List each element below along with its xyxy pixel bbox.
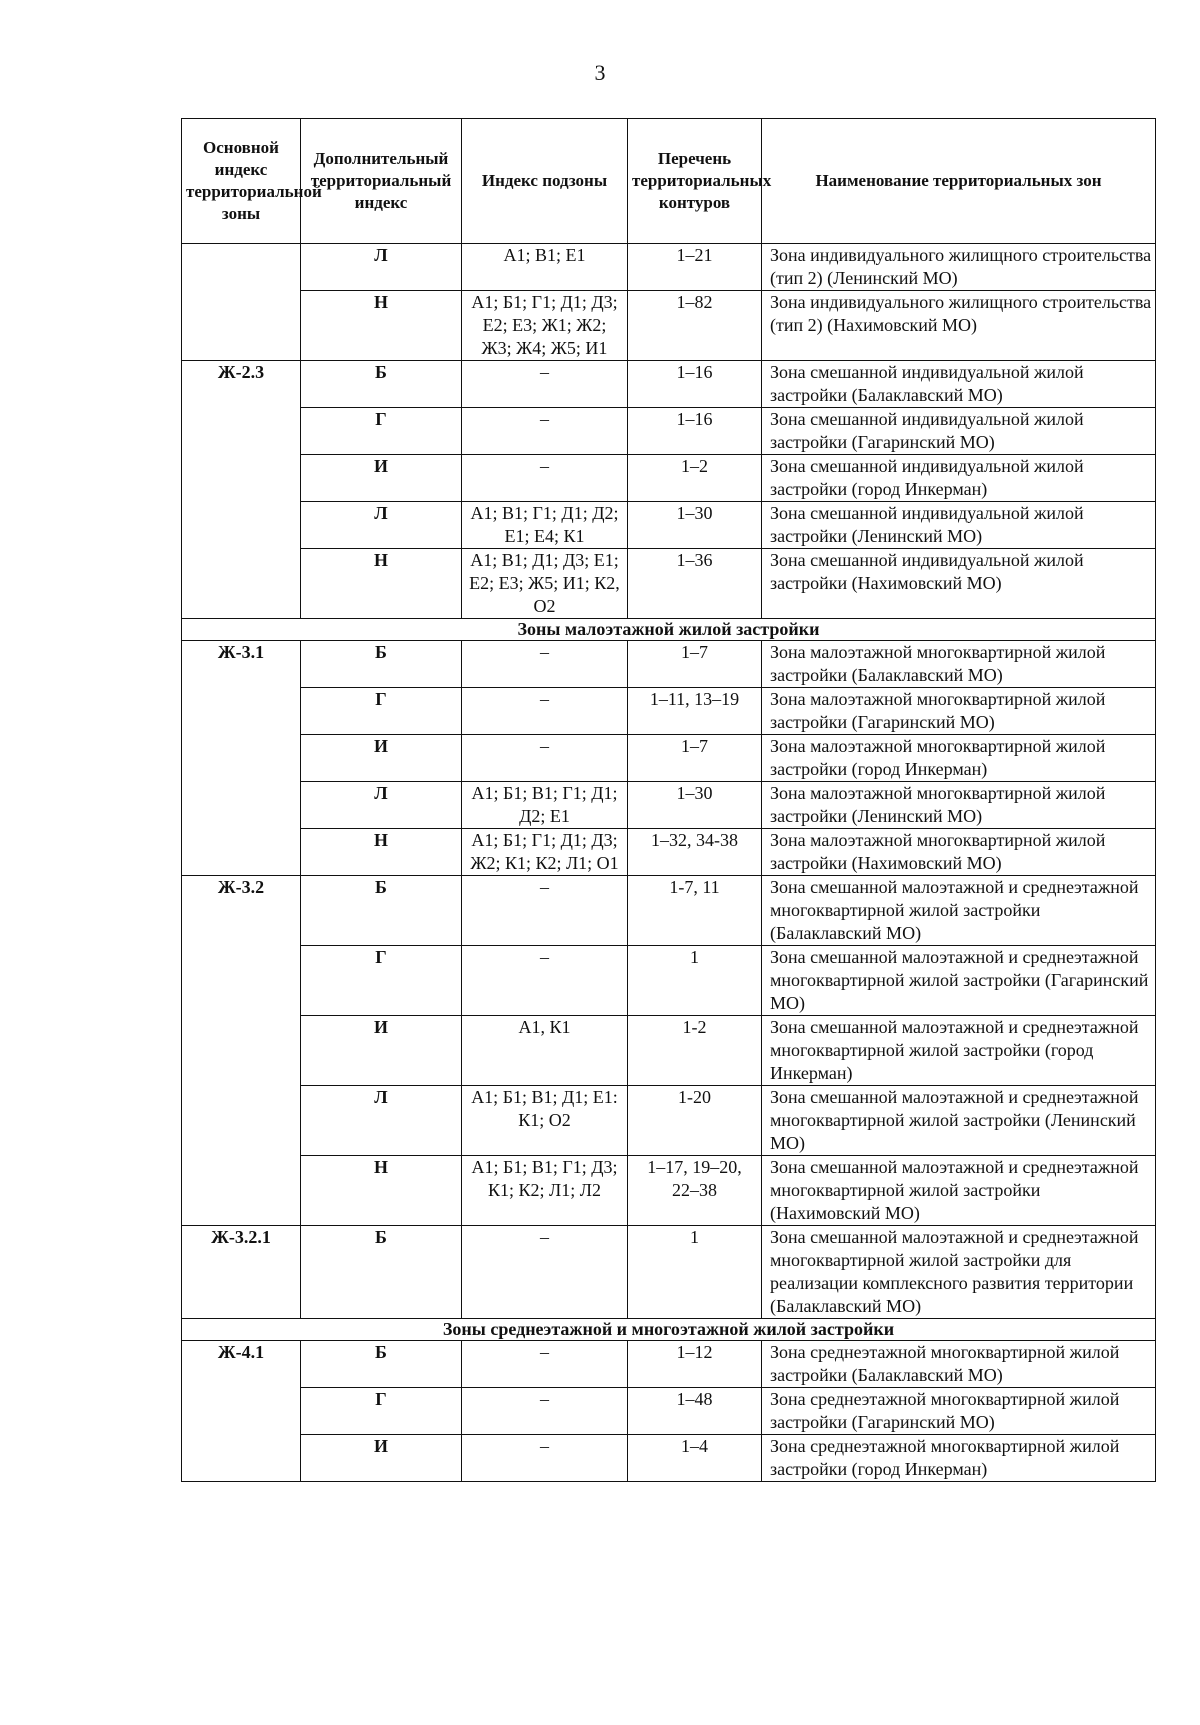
subzone-index-cell: – [462, 455, 628, 502]
main-index-cell: Ж-3.2.1 [182, 1226, 301, 1319]
subzone-index-cell: – [462, 946, 628, 1016]
additional-index-cell: И [301, 1435, 462, 1482]
zone-name-cell: Зона среднеэтажной многоквартирной жилой застройки (город Инкерман) [762, 1435, 1156, 1482]
subzone-index-cell: – [462, 1435, 628, 1482]
contour-list-cell: 1-20 [628, 1086, 762, 1156]
subzone-index-cell: – [462, 1341, 628, 1388]
contour-list-cell: 1–17, 19–20, 22–38 [628, 1156, 762, 1226]
section-header-row [182, 1319, 1156, 1341]
subzone-index-cell: – [462, 408, 628, 455]
zone-name-cell: Зона малоэтажной многоквартирной жилой застройки (Ленинский МО) [762, 782, 1156, 829]
additional-index-cell: Л [301, 1086, 462, 1156]
subzone-index-cell: А1; Б1; В1; Г1; Д3; К1; К2; Л1; Л2 [462, 1156, 628, 1226]
zone-name-cell: Зона смешанной малоэтажной и среднеэтажной многоквартирной жилой застройки (город Инкерман) [762, 1016, 1156, 1086]
subzone-index-cell: – [462, 1226, 628, 1319]
additional-index-cell: Б [301, 361, 462, 408]
zone-name-cell: Зона смешанной индивидуальной жилой застройки (город Инкерман) [762, 455, 1156, 502]
subzone-index-cell: А1; В1; Д1; Д3; Е1; Е2; Е3; Ж5; И1; К2, О2 [462, 549, 628, 619]
header-subzone-index: Индекс подзоны [462, 119, 628, 244]
zone-name-cell: Зона малоэтажной многоквартирной жилой застройки (город Инкерман) [762, 735, 1156, 782]
subzone-index-cell: – [462, 361, 628, 408]
additional-index-cell: Л [301, 244, 462, 291]
additional-index-cell: Г [301, 408, 462, 455]
territorial-zones-table [181, 118, 1156, 1482]
table-header-row [182, 119, 1156, 244]
contour-list-cell: 1–12 [628, 1341, 762, 1388]
table-row [182, 735, 1156, 782]
contour-list-cell: 1–7 [628, 641, 762, 688]
table-row [182, 1341, 1156, 1388]
table-row [182, 1435, 1156, 1482]
subzone-index-cell: А1; В1; Г1; Д1; Д2; Е1; Е4; К1 [462, 502, 628, 549]
contour-list-cell: 1–32, 34-38 [628, 829, 762, 876]
additional-index-cell: Б [301, 641, 462, 688]
table-row [182, 946, 1156, 1016]
table-row [182, 829, 1156, 876]
subzone-index-cell: – [462, 688, 628, 735]
table-row [182, 782, 1156, 829]
subzone-index-cell: А1; В1; Е1 [462, 244, 628, 291]
table-row [182, 641, 1156, 688]
contour-list-cell: 1–4 [628, 1435, 762, 1482]
table-row [182, 361, 1156, 408]
subzone-index-cell: – [462, 735, 628, 782]
header-additional-index: Дополнительный территориальный индекс [301, 119, 462, 244]
zone-name-cell: Зона малоэтажной многоквартирной жилой застройки (Гагаринский МО) [762, 688, 1156, 735]
zone-name-cell: Зона индивидуального жилищного строительства (тип 2) (Нахимовский МО) [762, 291, 1156, 361]
section-title: Зоны малоэтажной жилой застройки [182, 619, 1156, 641]
additional-index-cell: Н [301, 549, 462, 619]
additional-index-cell: Б [301, 1341, 462, 1388]
subzone-index-cell: А1; Б1; В1; Г1; Д1; Д2; Е1 [462, 782, 628, 829]
additional-index-cell: Л [301, 502, 462, 549]
zone-name-cell: Зона смешанной малоэтажной и среднеэтажной многоквартирной жилой застройки (Нахимовский МО) [762, 1156, 1156, 1226]
additional-index-cell: И [301, 455, 462, 502]
additional-index-cell: Б [301, 1226, 462, 1319]
table-row [182, 1086, 1156, 1156]
table-row [182, 1226, 1156, 1319]
zone-name-cell: Зона смешанной малоэтажной и среднеэтажной многоквартирной жилой застройки (Балаклавский МО) [762, 876, 1156, 946]
contour-list-cell: 1-7, 11 [628, 876, 762, 946]
additional-index-cell: Г [301, 1388, 462, 1435]
zone-name-cell: Зона смешанной малоэтажной и среднеэтажной многоквартирной жилой застройки для реализации комплексного развития территории (Балаклавский МО) [762, 1226, 1156, 1319]
subzone-index-cell: А1; Б1; Г1; Д1; Д3; Ж2; К1; К2; Л1; О1 [462, 829, 628, 876]
contour-list-cell: 1–30 [628, 782, 762, 829]
table-row [182, 688, 1156, 735]
zone-name-cell: Зона среднеэтажной многоквартирной жилой застройки (Гагаринский МО) [762, 1388, 1156, 1435]
main-index-cell: Ж-3.2 [182, 876, 301, 1226]
zone-name-cell: Зона смешанной индивидуальной жилой застройки (Гагаринский МО) [762, 408, 1156, 455]
table-row [182, 244, 1156, 291]
contour-list-cell: 1–30 [628, 502, 762, 549]
zone-name-cell: Зона смешанной индивидуальной жилой застройки (Балаклавский МО) [762, 361, 1156, 408]
table-row [182, 1016, 1156, 1086]
table-row [182, 876, 1156, 946]
additional-index-cell: Г [301, 688, 462, 735]
subzone-index-cell: А1, К1 [462, 1016, 628, 1086]
additional-index-cell: И [301, 735, 462, 782]
table-row [182, 549, 1156, 619]
contour-list-cell: 1–7 [628, 735, 762, 782]
additional-index-cell: Г [301, 946, 462, 1016]
table-row [182, 408, 1156, 455]
table-row [182, 1156, 1156, 1226]
additional-index-cell: Н [301, 829, 462, 876]
zone-name-cell: Зона среднеэтажной многоквартирной жилой застройки (Балаклавский МО) [762, 1341, 1156, 1388]
zone-name-cell: Зона смешанной малоэтажной и среднеэтажной многоквартирной жилой застройки (Ленинский МО) [762, 1086, 1156, 1156]
contour-list-cell: 1–21 [628, 244, 762, 291]
zone-name-cell: Зона смешанной индивидуальной жилой застройки (Нахимовский МО) [762, 549, 1156, 619]
zone-name-cell: Зона малоэтажной многоквартирной жилой застройки (Нахимовский МО) [762, 829, 1156, 876]
additional-index-cell: Н [301, 291, 462, 361]
contour-list-cell: 1–82 [628, 291, 762, 361]
additional-index-cell: И [301, 1016, 462, 1086]
page-number: 3 [594, 60, 606, 85]
subzone-index-cell: – [462, 876, 628, 946]
table-row [182, 291, 1156, 361]
contour-list-cell: 1–48 [628, 1388, 762, 1435]
main-index-cell: Ж-2.3 [182, 361, 301, 619]
header-contour-list: Перечень территориальных контуров [628, 119, 762, 244]
contour-list-cell: 1 [628, 1226, 762, 1319]
header-zone-name: Наименование территориальных зон [762, 119, 1156, 244]
contour-list-cell: 1-2 [628, 1016, 762, 1086]
zone-name-cell: Зона смешанной малоэтажной и среднеэтажной многоквартирной жилой застройки (Гагаринский МО) [762, 946, 1156, 1016]
subzone-index-cell: – [462, 641, 628, 688]
contour-list-cell: 1–2 [628, 455, 762, 502]
main-index-cell: Ж-4.1 [182, 1341, 301, 1482]
contour-list-cell: 1–16 [628, 361, 762, 408]
zone-name-cell: Зона смешанной индивидуальной жилой застройки (Ленинский МО) [762, 502, 1156, 549]
subzone-index-cell: – [462, 1388, 628, 1435]
contour-list-cell: 1 [628, 946, 762, 1016]
main-index-cell [182, 244, 301, 361]
table-row [182, 502, 1156, 549]
contour-list-cell: 1–16 [628, 408, 762, 455]
subzone-index-cell: А1; Б1; Г1; Д1; Д3; Е2; Е3; Ж1; Ж2; Ж3; Ж4; Ж5; И1 [462, 291, 628, 361]
section-header-row [182, 619, 1156, 641]
zone-name-cell: Зона малоэтажной многоквартирной жилой застройки (Балаклавский МО) [762, 641, 1156, 688]
additional-index-cell: Н [301, 1156, 462, 1226]
section-title: Зоны среднеэтажной и многоэтажной жилой застройки [182, 1319, 1156, 1341]
main-index-cell: Ж-3.1 [182, 641, 301, 876]
header-main-index: Основной индекс территориальной зоны [182, 119, 301, 244]
zone-name-cell: Зона индивидуального жилищного строительства (тип 2) (Ленинский МО) [762, 244, 1156, 291]
contour-list-cell: 1–36 [628, 549, 762, 619]
table-row [182, 1388, 1156, 1435]
table-row [182, 455, 1156, 502]
subzone-index-cell: А1; Б1; В1; Д1; Е1: К1; О2 [462, 1086, 628, 1156]
contour-list-cell: 1–11, 13–19 [628, 688, 762, 735]
additional-index-cell: Б [301, 876, 462, 946]
additional-index-cell: Л [301, 782, 462, 829]
